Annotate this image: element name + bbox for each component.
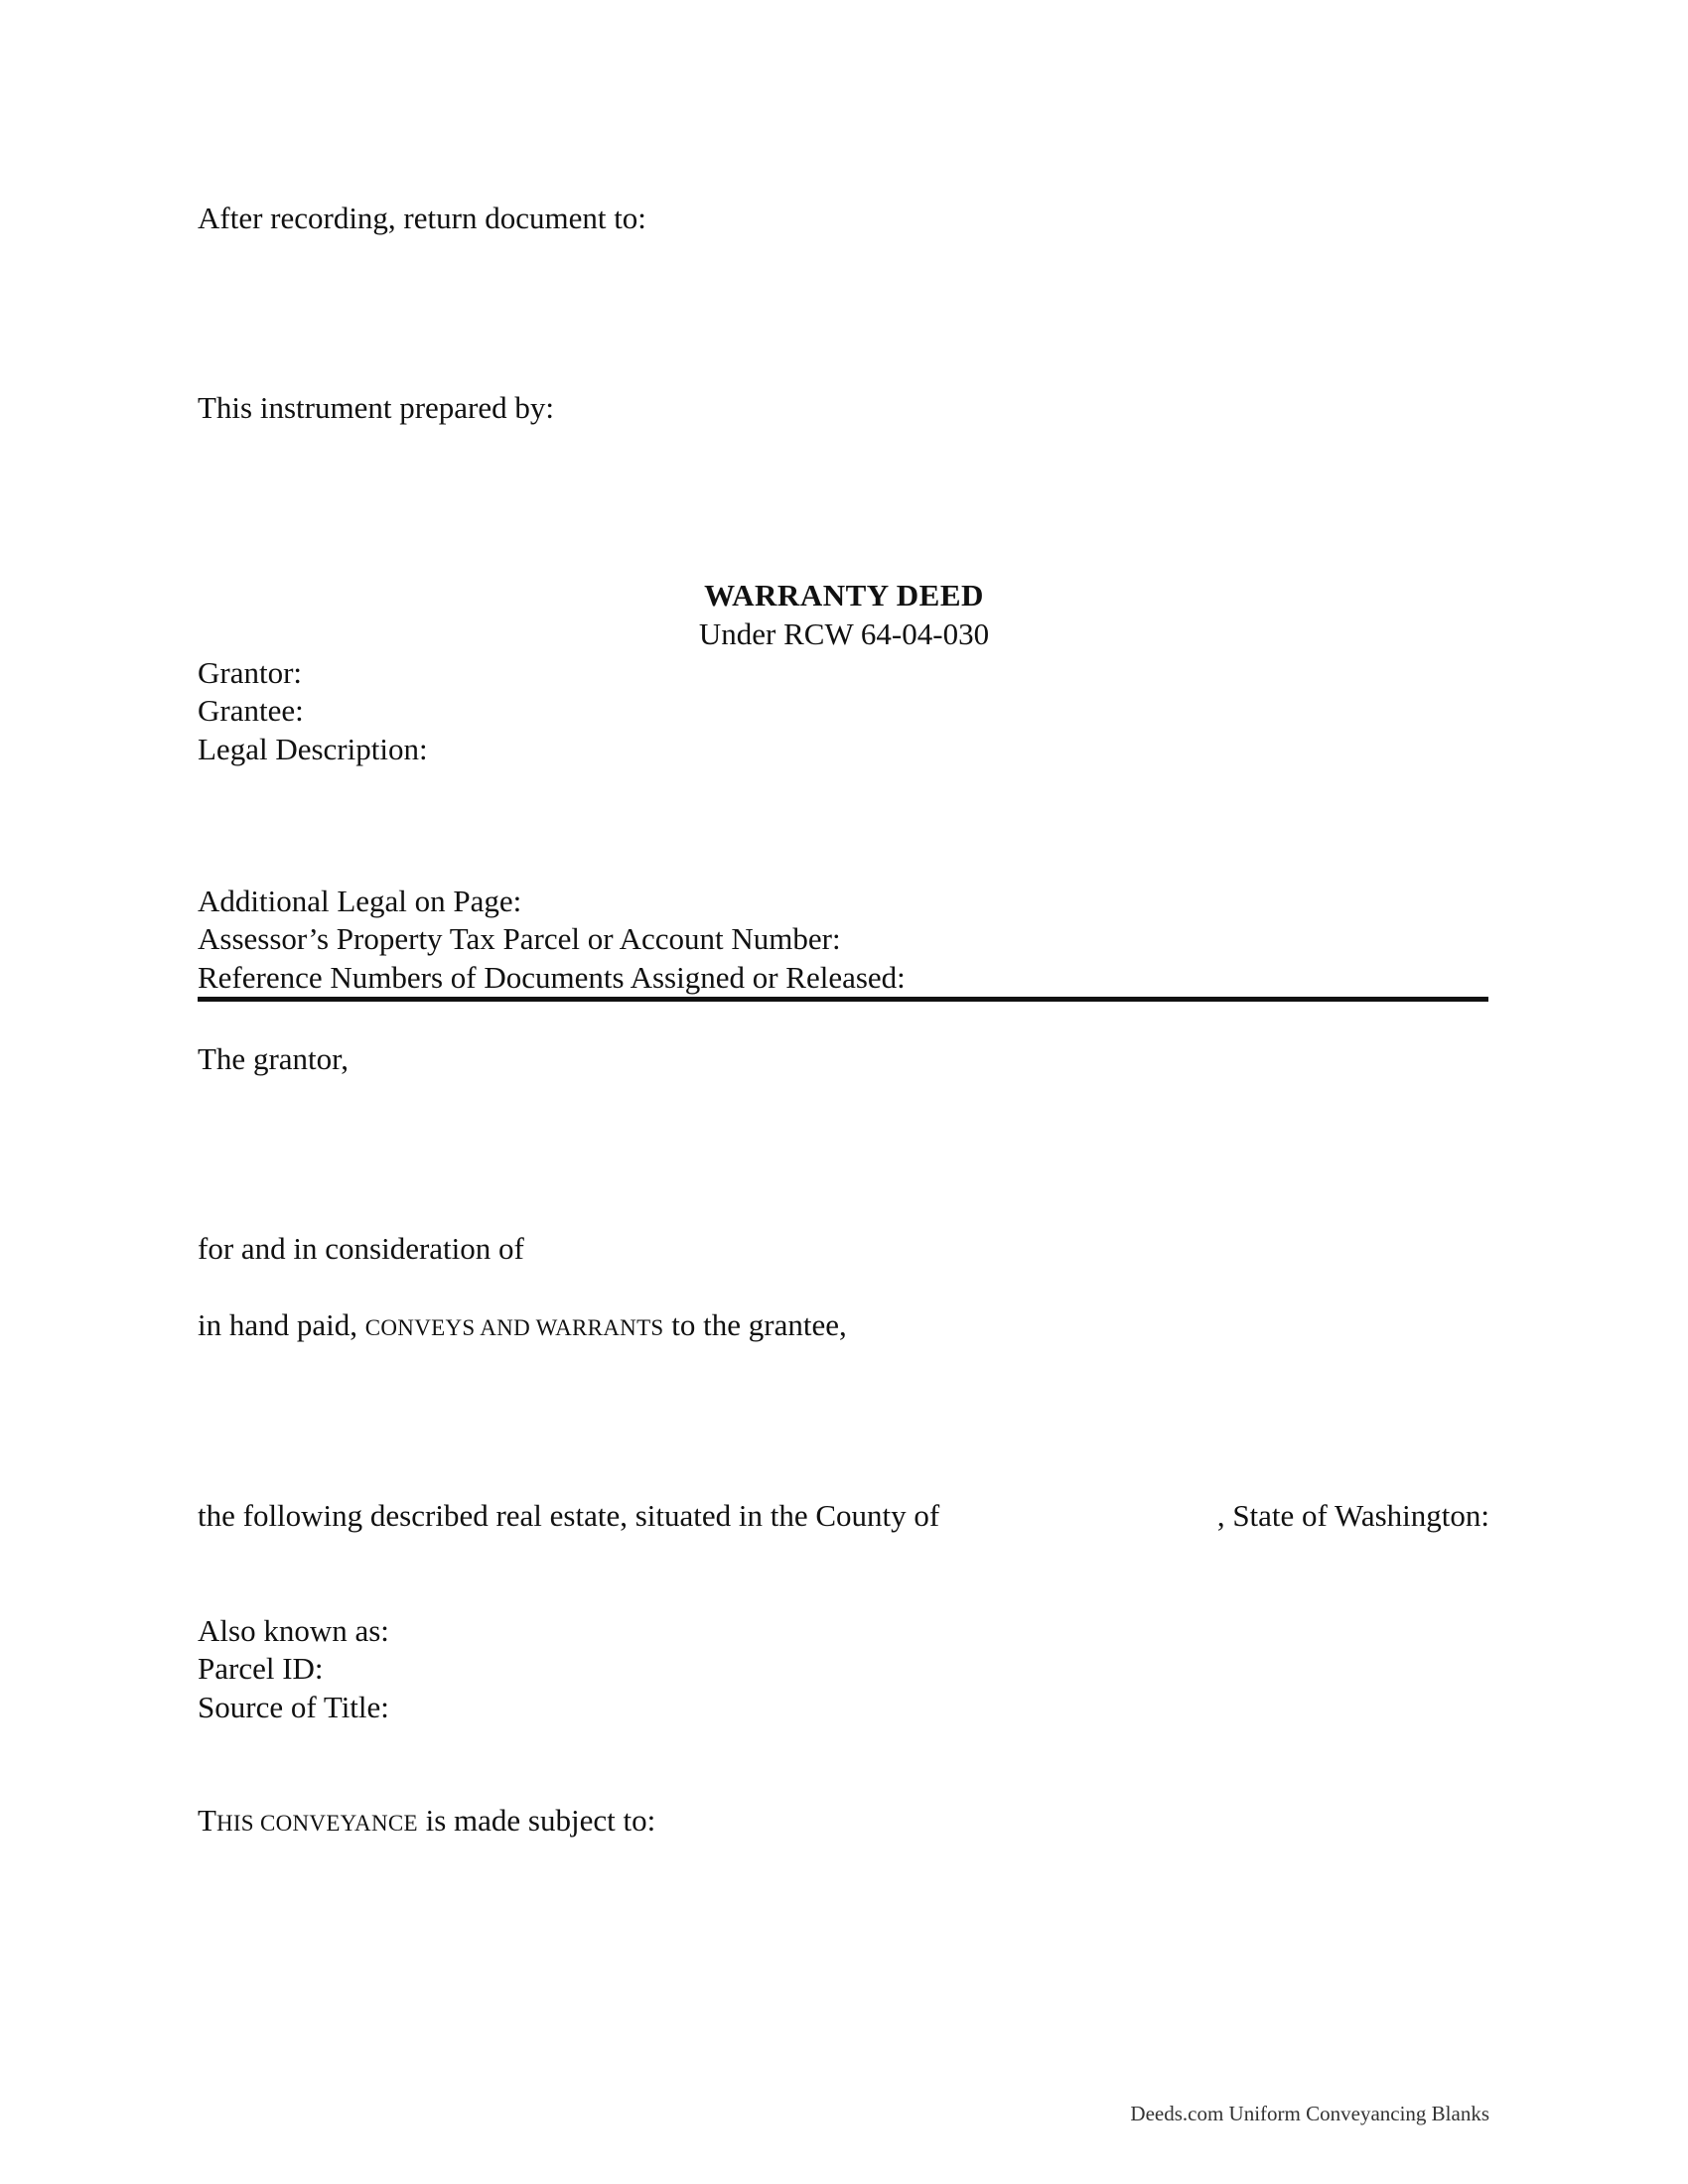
document-title: WARRANTY DEED — [704, 578, 984, 613]
parcel-id-label: Parcel ID: — [198, 1651, 324, 1686]
footer-brand: Deeds.com Uniform Conveyancing Blanks — [1130, 2102, 1489, 2125]
conveys-warrants-sentence — [198, 1306, 847, 1347]
this-rest-text: HIS — [215, 1811, 260, 1836]
prepared-by-label: This instrument prepared by: — [198, 390, 554, 425]
also-known-as-label: Also known as: — [198, 1613, 389, 1648]
consideration-text: for and in consideration of — [198, 1231, 524, 1266]
additional-legal-label: Additional Legal on Page: — [198, 884, 522, 918]
grantee-label: Grantee: — [198, 693, 304, 728]
return-to-label: After recording, return document to: — [198, 201, 646, 235]
reference-numbers-label: Reference Numbers of Documents Assigned or Released: — [198, 960, 906, 995]
grantor-label: Grantor: — [198, 655, 303, 690]
header-divider — [198, 997, 1488, 1002]
source-of-title-label: Source of Title: — [198, 1690, 389, 1724]
this-first-letter: T — [198, 1803, 216, 1838]
to-grantee-text: to the grantee, — [663, 1307, 847, 1342]
conveys-and-warrants-text: CONVEYS AND WARRANTS — [364, 1315, 664, 1340]
document-subtitle: Under RCW 64-04-030 — [698, 616, 990, 651]
legal-description-label: Legal Description: — [198, 732, 428, 766]
conveyance-subject-sentence — [198, 1802, 655, 1843]
in-hand-paid-text: in hand paid, — [198, 1307, 365, 1342]
assessor-parcel-label: Assessor’s Property Tax Parcel or Account Number: — [198, 921, 841, 956]
the-grantor-text: The grantor, — [198, 1041, 349, 1076]
county-sentence — [198, 1497, 1489, 1535]
conveyance-word: CONVEYANCE — [259, 1811, 418, 1836]
county-prefix-text: the following described real estate, situated in the County of — [198, 1498, 940, 1533]
state-suffix-text: , State of Washington: — [1216, 1498, 1489, 1533]
made-subject-to-text: is made subject to: — [417, 1803, 656, 1838]
